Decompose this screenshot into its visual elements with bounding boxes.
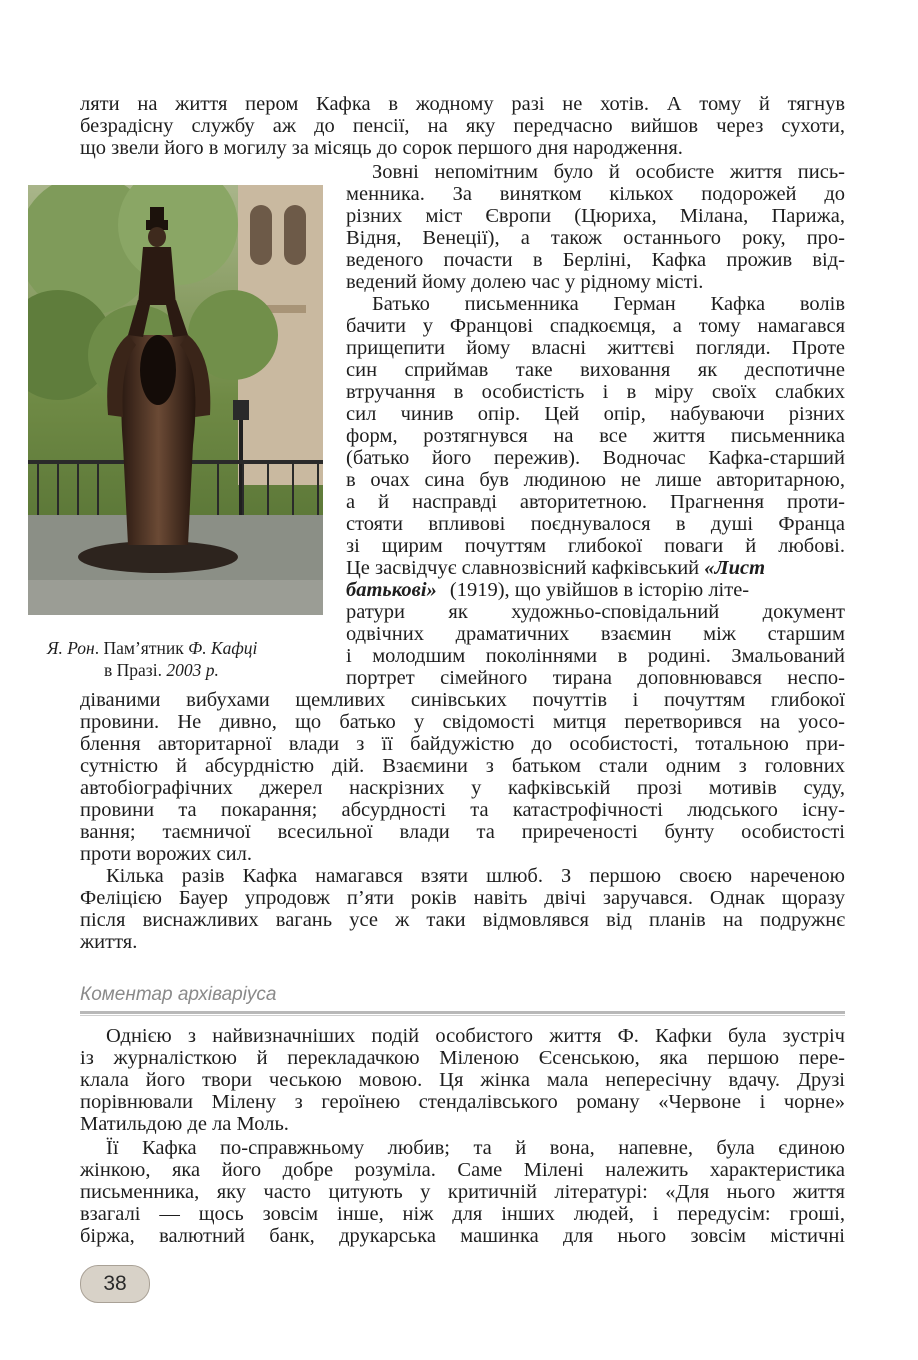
- caption-text: . Пам’ятник: [94, 638, 189, 658]
- text-line: вання; таємничої всесильної влади та приреченості бунту особистості: [80, 821, 845, 843]
- text-segment: Це засвідчує славнозвісний кафківський: [346, 557, 705, 579]
- text-line: а й насправді авторитетною. Прагнення проти-: [346, 491, 845, 513]
- caption-text: в Празі.: [104, 660, 167, 680]
- text-line: бачити у Францові спадкоємця, а тому намагався: [346, 315, 845, 337]
- text-line: Відня, Венеції), а також останнього року, про-: [346, 227, 845, 249]
- text-line: сутністю й абсурдністю дій. Взаємини з батьком стали одним з головних: [80, 755, 845, 777]
- text-line: втручання в особистість і в міру своїх слабких: [346, 381, 845, 403]
- text-line: і молодшим поколіннями в родині. Змальований: [346, 645, 845, 667]
- text-line: прищепити йому власні життєві погляди. Проте: [346, 337, 845, 359]
- text-line: Однією з найвизначніших подій особистого життя Ф. Кафки була зустріч: [106, 1025, 845, 1047]
- text-line: проти ворожих сил.: [80, 843, 252, 865]
- caption-author: Я. Рон: [47, 638, 95, 658]
- text-line: письменника, яку часто цитують у критичній літературі: «Для нього життя: [80, 1181, 845, 1203]
- text-line: Зовні непомітним було й особисте життя пись-: [372, 161, 845, 183]
- text-line: форм, розтягнувся на все життя письменника: [346, 425, 845, 447]
- photo-caption: [104, 659, 219, 681]
- page-number-badge: [80, 1265, 150, 1303]
- section-divider: [80, 1015, 845, 1016]
- text-line: Її Кафка по-справжньому любив; та й вона, напевне, була єдиною: [106, 1137, 845, 1159]
- photo-caption: [47, 637, 257, 659]
- text-segment: (1919), що увійшов в історію літе-: [449, 579, 750, 601]
- section-divider: [80, 1011, 845, 1014]
- section-title: Коментар архіваріуса: [80, 984, 277, 1005]
- text-line: із журналісткою й перекладачкою Міленою Єсенською, яка першою пере-: [80, 1047, 845, 1069]
- text-line: безрадісну службу аж до пенсії, на яку передчасно вийшов через сухоти,: [80, 115, 845, 137]
- text-line: що звели його в могилу за місяць до сорок першого дня народження.: [80, 137, 683, 159]
- text-line: веденого почасти в Берліні, Кафка прожив від-: [346, 249, 845, 271]
- text-line: портрет сімейного тирана доповнювався неспо-: [346, 667, 845, 689]
- text-line: ведений йому долею час у рідному місті.: [346, 271, 704, 293]
- text-line: Матильдою де ла Моль.: [80, 1113, 289, 1135]
- text-line: провини. Не дивно, що батько у свідомості митця перетворився на уосо-: [80, 711, 845, 733]
- text-line: (батько його пережив). Водночас Кафка-старший: [346, 447, 845, 469]
- letter-title: батькові»: [346, 579, 437, 601]
- text-line: одвічних драматичних взаємин між старшим: [346, 623, 845, 645]
- text-line: біржа, валютний банк, друкарська машинка для нього зовсім містичні: [80, 1225, 845, 1247]
- text-line: [346, 579, 845, 601]
- text-line: стояти впливові поєднувалося в душі Франца: [346, 513, 845, 535]
- text-line: менника. За винятком кількох подорожей до: [346, 183, 845, 205]
- text-line: порівнювали Мілену з героїнею стендалівського роману «Червоне і чорне»: [80, 1091, 845, 1113]
- text-line: син сприймав таке виховання як деспотичне: [346, 359, 845, 381]
- text-line: блення авторитарної влади з її байдужістю до особистості, тотальною при-: [80, 733, 845, 755]
- text-line: [346, 557, 765, 579]
- text-line: ляти на життя пером Кафка в жодному разі не хотів. А тому й тягнув: [80, 93, 845, 115]
- text-line: в очах сина був людиною не лише авторитарною,: [346, 469, 845, 491]
- page-number: 38: [103, 1272, 127, 1295]
- text-line: діваними вибухами щемливих синівських почуттів і почуттям глибокої: [80, 689, 845, 711]
- text-line: жінкою, яка його добре розуміла. Саме Мілені належить характеристика: [80, 1159, 845, 1181]
- text-line: взагалі — щось зовсім інше, ніж для інших людей, і передусім: гроші,: [80, 1203, 845, 1225]
- text-line: після виснажливих вагань усе ж таки відмовлявся від планів на подружнє: [80, 909, 845, 931]
- caption-year: 2003 р.: [166, 660, 219, 680]
- text-line: Батько письменника Герман Кафка волів: [372, 293, 845, 315]
- text-line: Кілька разів Кафка намагався взяти шлюб. З першою своєю нареченою: [106, 865, 845, 887]
- letter-title: «Лист: [704, 557, 766, 579]
- kafka-monument-photo: [28, 185, 323, 615]
- text-line: різних міст Європи (Цюриха, Мілана, Парижа,: [346, 205, 845, 227]
- text-line: провини та покарання; абсурдності та катастрофічності людського існу-: [80, 799, 845, 821]
- text-line: життя.: [80, 931, 138, 953]
- text-line: Феліцією Бауер упродовж п’яти років навіть двічі заручався. Однак щоразу: [80, 887, 845, 909]
- text-line: автобіографічних джерел наскрізних у кафківській прозі мотивів суду,: [80, 777, 845, 799]
- caption-subject: Ф. Кафці: [188, 638, 258, 658]
- text-line: ратури як художньо-сповідальний документ: [346, 601, 845, 623]
- text-line: сил чинив опір. Цей опір, набуваючи різних: [346, 403, 845, 425]
- text-line: клала його твори чеською мовою. Ця жінка мала непересічну вдачу. Друзі: [80, 1069, 845, 1091]
- text-line: зі щирим почуттям глибокої поваги й любові.: [346, 535, 845, 557]
